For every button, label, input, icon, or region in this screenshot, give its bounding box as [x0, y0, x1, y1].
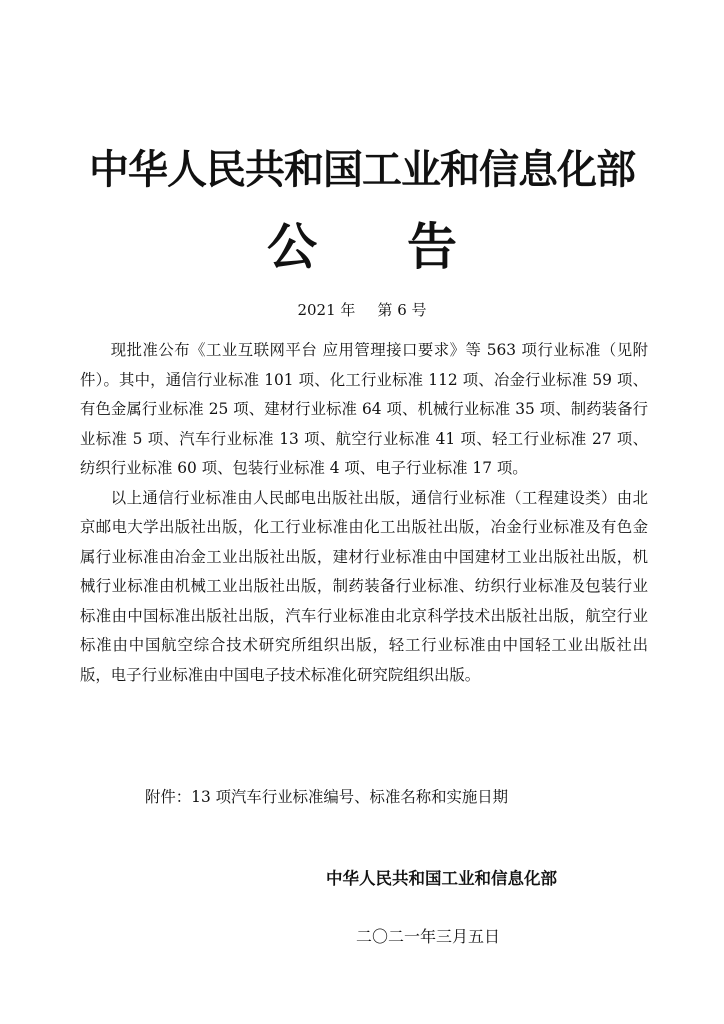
body-paragraph: 现批准公布《工业互联网平台 应用管理接口要求》等 563 项行业标准（见附件）。其中，通信行业标准 101 项、化工行业标准 112 项、冶金行业标准 59 项、有色金属行业标准 25 项、建材行业标准 64 项、机械行业标准 35 项、制药装备行业标准 5 项、汽车行业标准 13 项、航空行业标准 41 项、轻工行业标准 27 项、纺织行业标准 60 项、包装行业标准 4 项、电子行业标准 17 项。	[80, 341, 648, 477]
document-type-heading: 公告	[267, 218, 547, 276]
signature-issuer: 中华人民共和国工业和信息化部	[326, 869, 557, 888]
announcement-body	[80, 336, 648, 690]
attachment-note: 附件：13 项汽车行业标准编号、标准名称和实施日期	[145, 788, 509, 806]
body-paragraph: 以上通信行业标准由人民邮电出版社出版，通信行业标准（工程建设类）由北京邮电大学出版社出版，化工行业标准由化工出版社出版，冶金行业标准及有色金属行业标准由冶金工业出版社出版，建材行业标准由中国建材工业出版社出版，机械行业标准由机械工业出版社出版，制药装备行业标准、纺织行业标准及包装行业标准由中国标准出版社出版，汽车行业标准由北京科学技术出版社出版，航空行业标准由中国航空综合技术研究所组织出版，轻工行业标准由中国轻工业出版社出版，电子行业标准由中国电子技术标准化研究院组织出版。	[80, 488, 648, 684]
issue-date: 二〇二一年三月五日	[356, 927, 501, 946]
document-number	[0, 298, 724, 322]
issuer-title: 中华人民共和国工业和信息化部	[89, 147, 635, 193]
document-serial: 第 6 号	[377, 301, 427, 319]
document-year: 2021 年	[297, 301, 356, 319]
